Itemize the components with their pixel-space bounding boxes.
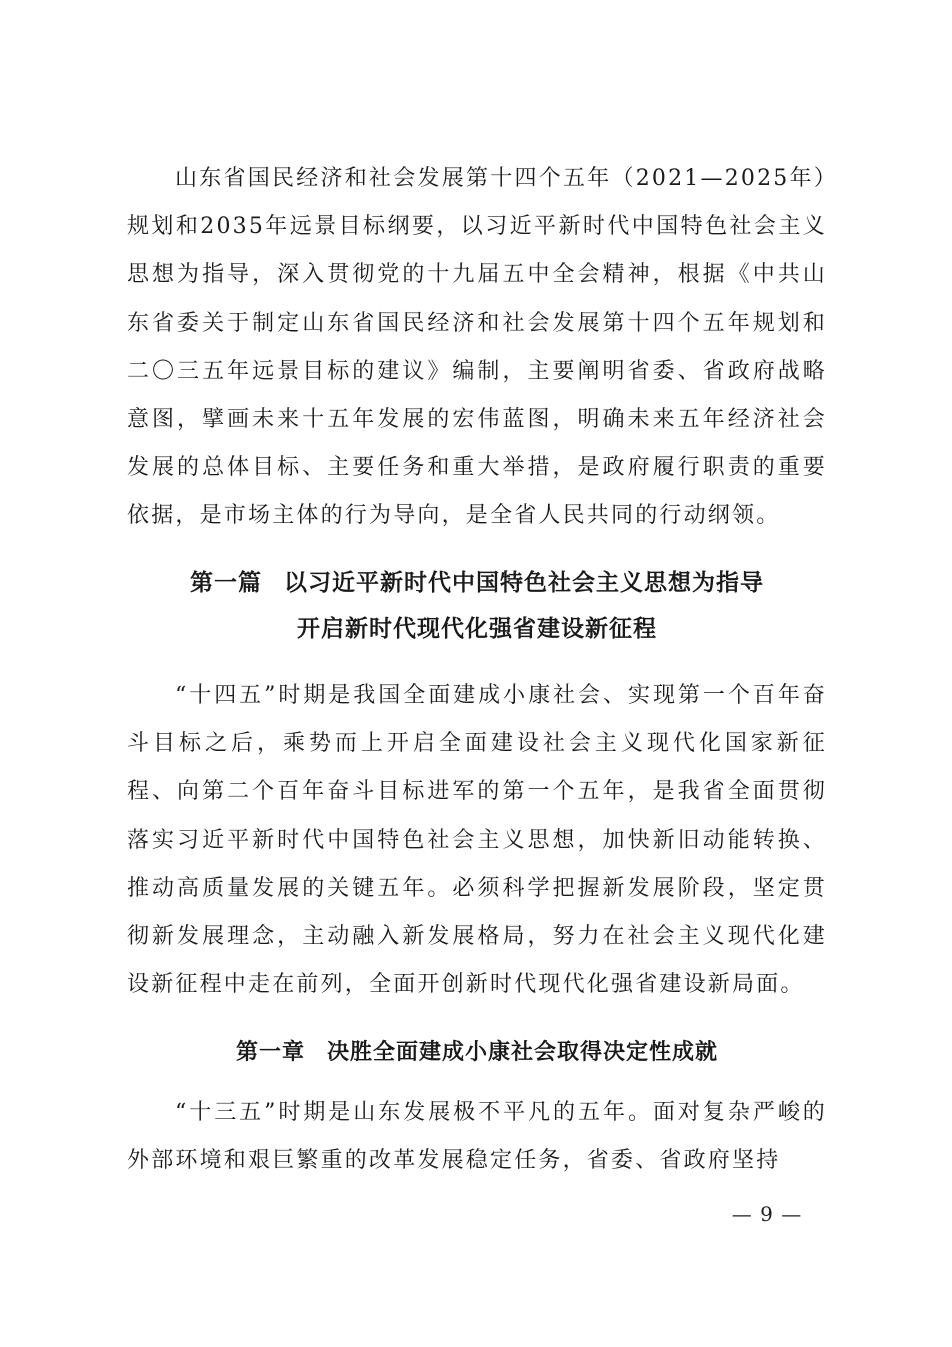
chapter-title-text: 决胜全面建成小康社会取得决定性成就 — [327, 1039, 719, 1065]
page-number: — 9 — — [731, 1202, 803, 1226]
intro-paragraph: 山东省国民经济和社会发展第十四个五年（2021—2025年）规划和2035年远景目标纲要，以习近平新时代中国特色社会主义思想为指导，深入贯彻党的十九届五中全会精神，根据《中共山东省委关于制定山东省国民经济和社会发展第十四个五年规划和二〇三五年远景目标的建议》编制，主要阐明省委、省政府战略意图，擘画未来十五年发展的宏伟蓝图，明确未来五年经济社会发展的总体目标、主要任务和重大举措，是政府履行职责的重要依据，是市场主体的行为导向，是全省人民共同的行动纲领。 — [127, 166, 827, 529]
chapter-title — [127, 1035, 827, 1066]
chapter-label: 第一章 — [235, 1039, 305, 1065]
chapter-one-paragraph: “十三五”时期是山东发展极不平凡的五年。面对复杂严峻的外部环境和艰巨繁重的改革发展稳定任务，省委、省政府坚持 — [127, 1100, 827, 1174]
part-title-text: 以习近平新时代中国特色社会主义思想为指导 — [284, 569, 764, 596]
part-one-paragraph: “十四五”时期是我国全面建成小康社会、实现第一个百年奋斗目标之后，乘势而上开启全面建设社会主义现代化国家新征程、向第二个百年奋斗目标进军的第一个五年，是我省全面贯彻落实习近平新时代中国特色社会主义思想，加快新旧动能转换、推动高质量发展的关键五年。必须科学把握新发展阶段，坚定贯彻新发展理念，主动融入新发展格局，努力在社会主义现代化建设新征程中走在前列，全面开创新时代现代化强省建设新局面。 — [127, 683, 827, 998]
part-label: 第一篇 — [190, 569, 262, 596]
part-title-line-1 — [127, 564, 827, 597]
part-title-line-2: 开启新时代现代化强省建设新征程 — [297, 615, 657, 642]
